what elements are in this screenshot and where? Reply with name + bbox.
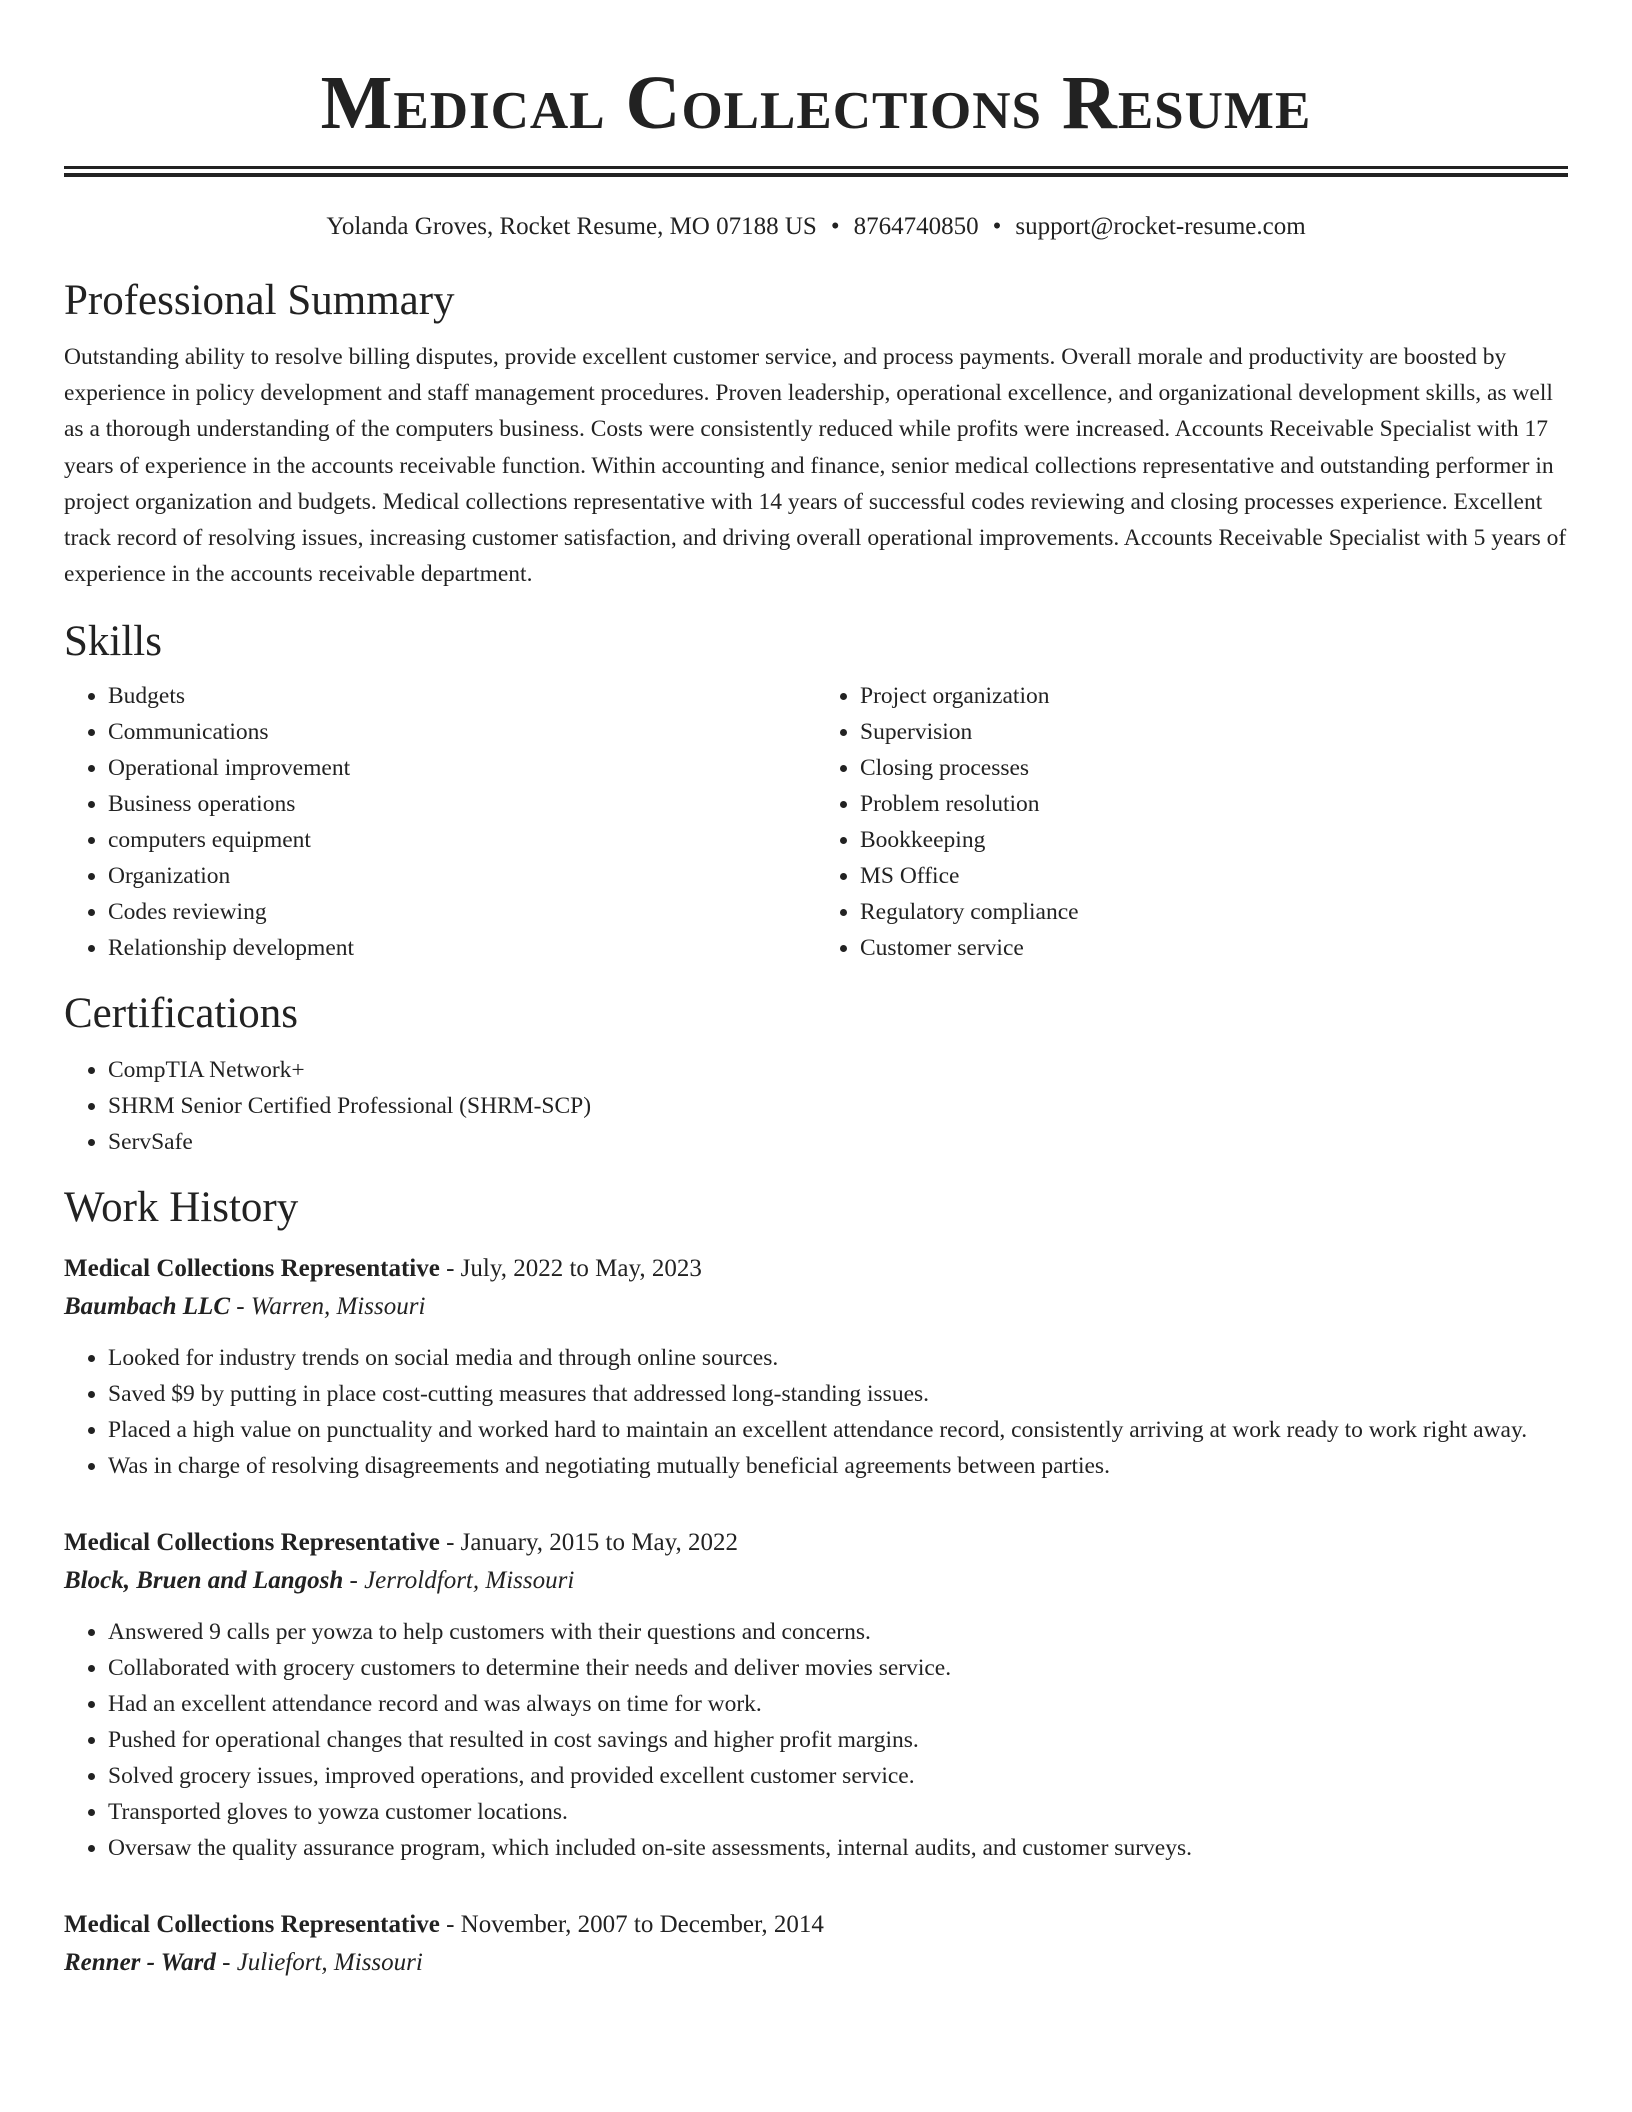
contact-address: Yolanda Groves, Rocket Resume, MO 07188 US bbox=[326, 213, 817, 240]
contact-email: support@rocket-resume.com bbox=[1015, 213, 1306, 240]
title-double-rule bbox=[64, 166, 1568, 177]
skills-left-column bbox=[64, 678, 816, 966]
job-duty: • Pushed for operational changes that resulted in cost savings and higher profit margins. bbox=[108, 1722, 1568, 1758]
summary-heading: Professional Summary bbox=[64, 277, 455, 324]
resume-page bbox=[64, 0, 1568, 1982]
job-entry bbox=[64, 1250, 1568, 1484]
contact-line bbox=[64, 211, 1568, 243]
job-entry bbox=[64, 1524, 1568, 1866]
job-duties-list bbox=[64, 1614, 1568, 1866]
skills-grid bbox=[64, 678, 1568, 966]
job-company-line bbox=[64, 1288, 1568, 1326]
job-duty: • Oversaw the quality assurance program, which included on-site assessments, internal audits, and customer surveys. bbox=[108, 1830, 1568, 1866]
job-location: - Juliefort, Missouri bbox=[215, 1949, 423, 1977]
job-title: Medical Collections Representative bbox=[64, 1911, 440, 1939]
skill-item: • MS Office bbox=[860, 858, 1568, 894]
job-dates: - January, 2015 to May, 2022 bbox=[439, 1529, 738, 1557]
certifications-heading: Certifications bbox=[64, 990, 299, 1038]
contact-phone: 8764740850 bbox=[853, 213, 979, 240]
certification-item: • CompTIA Network+ bbox=[108, 1052, 1568, 1088]
skill-item: • Communications bbox=[108, 714, 816, 750]
skill-item: • Regulatory compliance bbox=[860, 894, 1568, 930]
job-duty: • Looked for industry trends on social media and through online sources. bbox=[108, 1340, 1568, 1376]
certifications-list bbox=[64, 1052, 1568, 1160]
contact-separator: • bbox=[992, 213, 1002, 240]
job-entry bbox=[64, 1906, 1568, 1982]
summary-text: Outstanding ability to resolve billing disputes, provide excellent customer service, and process payments. Overall morale and productivity are boosted by experience in policy development and staff management procedures. Proven leadership, operational excellence, and organizational development skills, as well as a thorough understanding of the computers business. Costs were consistently reduced while profits were increased. Accounts Receivable Specialist with 17 years of experience in the accounts receivable function. Within accounting and finance, senior medical collections representative and outstanding performer in project organization and budgets. Medical collections representative with 14 years of successful codes reviewing and closing processes experience. Excellent track record of resolving issues, increasing customer satisfaction, and driving overall operational improvements. Accounts Receivable Specialist with 5 years of experience in the accounts receivable department. bbox=[64, 344, 1567, 588]
skill-item: • Problem resolution bbox=[860, 786, 1568, 822]
job-duty: • Transported gloves to yowza customer locations. bbox=[108, 1794, 1568, 1830]
job-duty: • Answered 9 calls per yowza to help customers with their questions and concerns. bbox=[108, 1614, 1568, 1650]
job-location: - Jerroldfort, Missouri bbox=[343, 1567, 575, 1595]
job-title-line bbox=[64, 1250, 1568, 1288]
skill-item: • Operational improvement bbox=[108, 750, 816, 786]
job-company: Baumbach LLC bbox=[64, 1293, 230, 1321]
job-title: Medical Collections Representative bbox=[64, 1255, 440, 1283]
skills-heading: Skills bbox=[64, 618, 162, 666]
certification-item: • ServSafe bbox=[108, 1124, 1568, 1160]
job-duty: • Saved $9 by putting in place cost-cutting measures that addressed long-standing issues. bbox=[108, 1376, 1568, 1412]
skill-item: • computers equipment bbox=[108, 822, 816, 858]
skill-item: • Bookkeeping bbox=[860, 822, 1568, 858]
job-duty: • Placed a high value on punctuality and worked hard to maintain an excellent attendance record, consistently arriving at work ready to work right away. bbox=[108, 1412, 1568, 1448]
skill-item: • Organization bbox=[108, 858, 816, 894]
skill-item: • Budgets bbox=[108, 678, 816, 714]
skill-item: • Closing processes bbox=[860, 750, 1568, 786]
job-company-line bbox=[64, 1944, 1568, 1982]
page-title: Medical Collections Resume bbox=[320, 61, 1312, 145]
skill-item: • Customer service bbox=[860, 930, 1568, 966]
skill-item: • Supervision bbox=[860, 714, 1568, 750]
job-dates: - July, 2022 to May, 2023 bbox=[439, 1255, 702, 1283]
work-history-heading: Work History bbox=[64, 1184, 299, 1232]
job-dates: - November, 2007 to December, 2014 bbox=[439, 1911, 824, 1939]
job-company: Block, Bruen and Langosh bbox=[64, 1567, 344, 1595]
certification-item: • SHRM Senior Certified Professional (SHRM-SCP) bbox=[108, 1088, 1568, 1124]
job-company-line bbox=[64, 1562, 1568, 1600]
job-duty: • Was in charge of resolving disagreements and negotiating mutually beneficial agreements between parties. bbox=[108, 1448, 1568, 1484]
job-title-line bbox=[64, 1906, 1568, 1944]
skill-item: • Codes reviewing bbox=[108, 894, 816, 930]
skill-item: • Project organization bbox=[860, 678, 1568, 714]
job-duty: • Had an excellent attendance record and was always on time for work. bbox=[108, 1686, 1568, 1722]
skills-right-column bbox=[816, 678, 1568, 966]
skill-item: • Relationship development bbox=[108, 930, 816, 966]
skill-item: • Business operations bbox=[108, 786, 816, 822]
job-title-line bbox=[64, 1524, 1568, 1562]
job-duty: • Solved grocery issues, improved operations, and provided excellent customer service. bbox=[108, 1758, 1568, 1794]
job-company: Renner - Ward bbox=[64, 1949, 216, 1977]
job-title: Medical Collections Representative bbox=[64, 1529, 440, 1557]
contact-separator: • bbox=[830, 213, 840, 240]
job-duties-list bbox=[64, 1340, 1568, 1484]
job-location: - Warren, Missouri bbox=[230, 1293, 426, 1321]
job-duty: • Collaborated with grocery customers to determine their needs and deliver movies service. bbox=[108, 1650, 1568, 1686]
